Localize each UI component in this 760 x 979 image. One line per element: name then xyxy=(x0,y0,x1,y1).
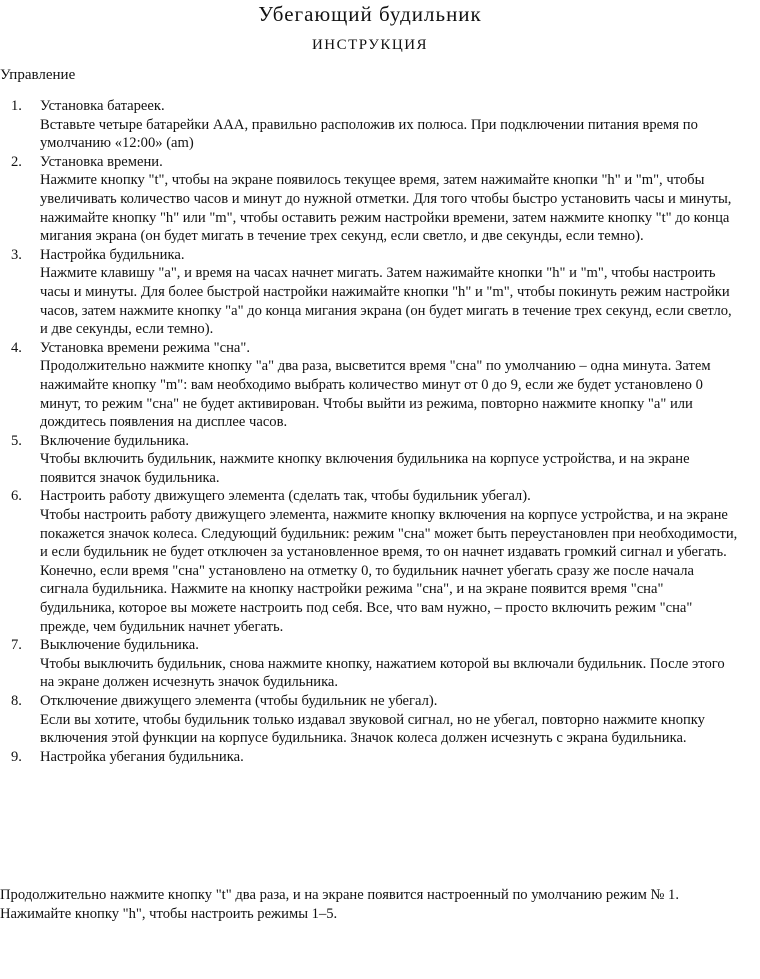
item-body: Чтобы настроить работу движущего элемента, нажмите кнопку включения на корпусе устройства, и на экране покажется значок колеса. Следующий будильник: режим "сна" может быть переустановлен при необходимости, и если будильник не будет отключен за установленное время, то он начнет издавать громкий сигнал и убегать. Конечно, если время "сна" установлено на отметку 0, то будильник начнет убегать сразу же после начала сигнала будильника. Нажмите на кнопку настройки режима "сна", и на экране появится время "сна" будильника, которое вы можете настроить под себя. Все, что вам нужно, – просто включить режим "сна" прежде, чем будильник начнет убегать. xyxy=(40,507,738,635)
item-number: 8. xyxy=(11,693,22,709)
item-number: 6. xyxy=(11,488,22,505)
item-number: 2. xyxy=(11,153,22,170)
item-title: Выключение будильника. xyxy=(40,637,199,654)
item-body: Чтобы включить будильник, нажмите кнопку включения будильника на корпусе устройства, и на экране появится значок будильника. xyxy=(40,451,690,486)
list-item xyxy=(0,246,740,339)
item-title: Включение будильника. xyxy=(40,432,190,449)
item-number: 5. xyxy=(11,432,22,449)
document-title: Убегающий будильник xyxy=(258,2,482,26)
item-number: 4. xyxy=(11,339,22,356)
list-item xyxy=(0,692,740,748)
item-title: Установка времени режима "сна". xyxy=(40,339,250,356)
item-title: Настроить работу движущего элемента (сделать так, чтобы будильник убегал). xyxy=(40,488,531,505)
document-subtitle: ИНСТРУКЦИЯ xyxy=(311,37,429,53)
section-heading: Управление xyxy=(0,67,76,83)
instruction-list xyxy=(0,97,740,766)
item-body: Продолжительно нажмите кнопку "a" два раза, высветится время "сна" по умолчанию – одна минута. Затем нажимайте кнопку "m": вам необходимо выбрать количество минут от 0 до 9, если же будет установлено 0 минут, то режим "сна" не будет активирован. Чтобы выйти из режима, повторно нажмите кнопку "a" или дождитесь появления на дисплее часов. xyxy=(40,358,711,431)
item-body: Нажмите клавишу "a", и время на часах начнет мигать. Затем нажимайте кнопки "h" и "m", чтобы настроить часы и минуты. Для более быстрой настройки нажимайте кнопки "h" и "m", чтобы покинуть режим настройки часов, затем нажмите кнопку "a" до конца мигания экрана (он будет мигать в течение трех секунд, если светло, и две секунды, если темно). xyxy=(40,265,732,338)
item-title: Отключение движущего элемента (чтобы будильник не убегал). xyxy=(40,693,438,709)
item-body: Если вы хотите, чтобы будильник только издавал звуковой сигнал, но не убегал, повторно нажмите кнопку включения этой функции на корпусе будильника. Значок колеса должен исчезнуть с экрана будильника. xyxy=(40,711,705,747)
item-number: 3. xyxy=(11,246,22,263)
item-number: 7. xyxy=(11,637,22,654)
item-title: Настройка будильника. xyxy=(40,246,185,263)
list-item xyxy=(0,487,740,636)
item-body: Вставьте четыре батарейки ААА, правильно расположив их полюса. При подключении питания время по умолчанию «12:00» (am) xyxy=(40,116,698,152)
footer-paragraph: Продолжительно нажмите кнопку "t" два раза, и на экране появится настроенный по умолчанию режим № 1. Нажимайте кнопку "h", чтобы настроить режимы 1–5. xyxy=(0,887,679,922)
list-item xyxy=(0,339,740,432)
item-title: Настройка убегания будильника. xyxy=(40,748,244,765)
list-item xyxy=(0,636,740,692)
list-item xyxy=(0,748,740,767)
item-number: 1. xyxy=(11,98,22,114)
list-item xyxy=(0,97,740,153)
item-title: Установка времени. xyxy=(40,153,163,170)
item-number: 9. xyxy=(11,748,22,765)
list-item xyxy=(0,432,740,488)
item-body: Чтобы выключить будильник, снова нажмите кнопку, нажатием которой вы включали будильник. После этого на экране должен исчезнуть значок будильника. xyxy=(40,655,725,691)
item-title: Установка батареек. xyxy=(40,98,165,114)
item-body: Нажмите кнопку "t", чтобы на экране появилось текущее время, затем нажимайте кнопки "h" и "m", чтобы увеличивать количество часов и минут до нужной отметки. Для того чтобы быстро установить часы и минуты, нажимайте кнопку "h" или "m", чтобы оставить режим настройки времени, затем нажмите кнопку "t" до конца мигания экрана (он будет мигать в течение трех секунд, если светло, и две секунды, если темно). xyxy=(40,172,732,245)
list-item xyxy=(0,153,740,246)
